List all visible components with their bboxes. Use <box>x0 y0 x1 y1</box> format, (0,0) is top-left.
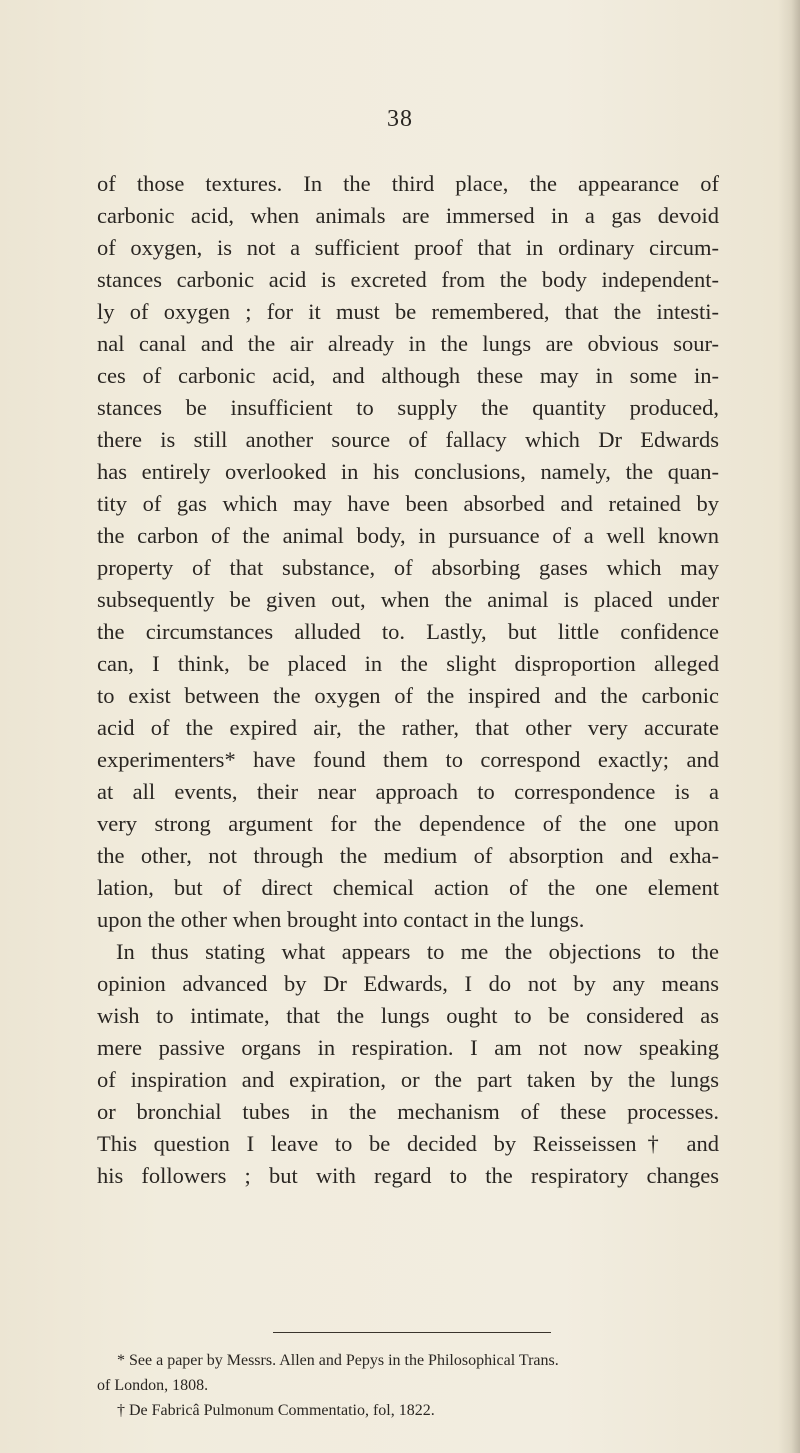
text-line: wish to intimate, that the lungs ought to be considered as <box>97 1003 719 1028</box>
page-number: 38 <box>387 106 413 132</box>
footnote-line: * See a paper by Messrs. Allen and Pepys in the Philosophical Trans. <box>117 1352 559 1369</box>
text-line: mere passive organs in respiration. I am not now speaking <box>97 1035 719 1060</box>
text-line: property of that substance, of absorbing gases which may <box>97 555 719 580</box>
text-line: or bronchial tubes in the mechanism of these processes. <box>97 1099 719 1124</box>
text-line: to exist between the oxygen of the inspired and the carbonic <box>97 683 719 708</box>
text-line: of those textures. In the third place, the appearance of <box>97 171 719 196</box>
text-line: lation, but of direct chemical action of the one element <box>97 875 719 900</box>
text-line: has entirely overlooked in his conclusions, namely, the quan- <box>97 459 719 484</box>
footnote-line: of London, 1808. <box>97 1377 209 1394</box>
text-line: there is still another source of fallacy which Dr Edwards <box>97 427 719 452</box>
footnote-divider <box>273 1332 551 1333</box>
text-line: acid of the expired air, the rather, that other very accurate <box>97 715 719 740</box>
text-line: experimenters* have found them to correspond exactly; and <box>97 747 719 772</box>
footnotes <box>97 1348 717 1423</box>
text-line: carbonic acid, when animals are immersed in a gas devoid <box>97 203 719 228</box>
text-line: stances carbonic acid is excreted from the body independent- <box>97 267 719 292</box>
text-line: his followers ; but with regard to the respiratory changes <box>97 1163 719 1188</box>
text-line: can, I think, be placed in the slight disproportion alleged <box>97 651 719 676</box>
text-line: the circumstances alluded to. Lastly, but little confidence <box>97 619 719 644</box>
text-line: stances be insufficient to supply the quantity produced, <box>97 395 719 420</box>
text-line: This question I leave to be decided by Reisseissen† and <box>97 1131 719 1156</box>
text-line: of oxygen, is not a sufficient proof that in ordinary circum- <box>97 235 719 260</box>
text-line: ly of oxygen ; for it must be remembered, that the intesti- <box>97 299 719 324</box>
text-line: at all events, their near approach to correspondence is a <box>97 779 719 804</box>
text-line: In thus stating what appears to me the objections to the <box>116 939 719 964</box>
text-line: nal canal and the air already in the lungs are obvious sour- <box>97 331 719 356</box>
text-line: upon the other when brought into contact in the lungs. <box>97 907 585 932</box>
footnote-line: † De Fabricâ Pulmonum Commentatio, fol, 1822. <box>117 1402 435 1419</box>
text-line: of inspiration and expiration, or the part taken by the lungs <box>97 1067 719 1092</box>
text-line: opinion advanced by Dr Edwards, I do not by any means <box>97 971 719 996</box>
text-line: ces of carbonic acid, and although these may in some in- <box>97 363 719 388</box>
text-line: the other, not through the medium of absorption and exha- <box>97 843 719 868</box>
body-text <box>97 168 719 1192</box>
text-line: subsequently be given out, when the animal is placed under <box>97 587 719 612</box>
text-line: tity of gas which may have been absorbed and retained by <box>97 491 719 516</box>
text-line: very strong argument for the dependence of the one upon <box>97 811 719 836</box>
text-line: the carbon of the animal body, in pursuance of a well known <box>97 523 719 548</box>
page-edge-shadow <box>778 0 800 1453</box>
